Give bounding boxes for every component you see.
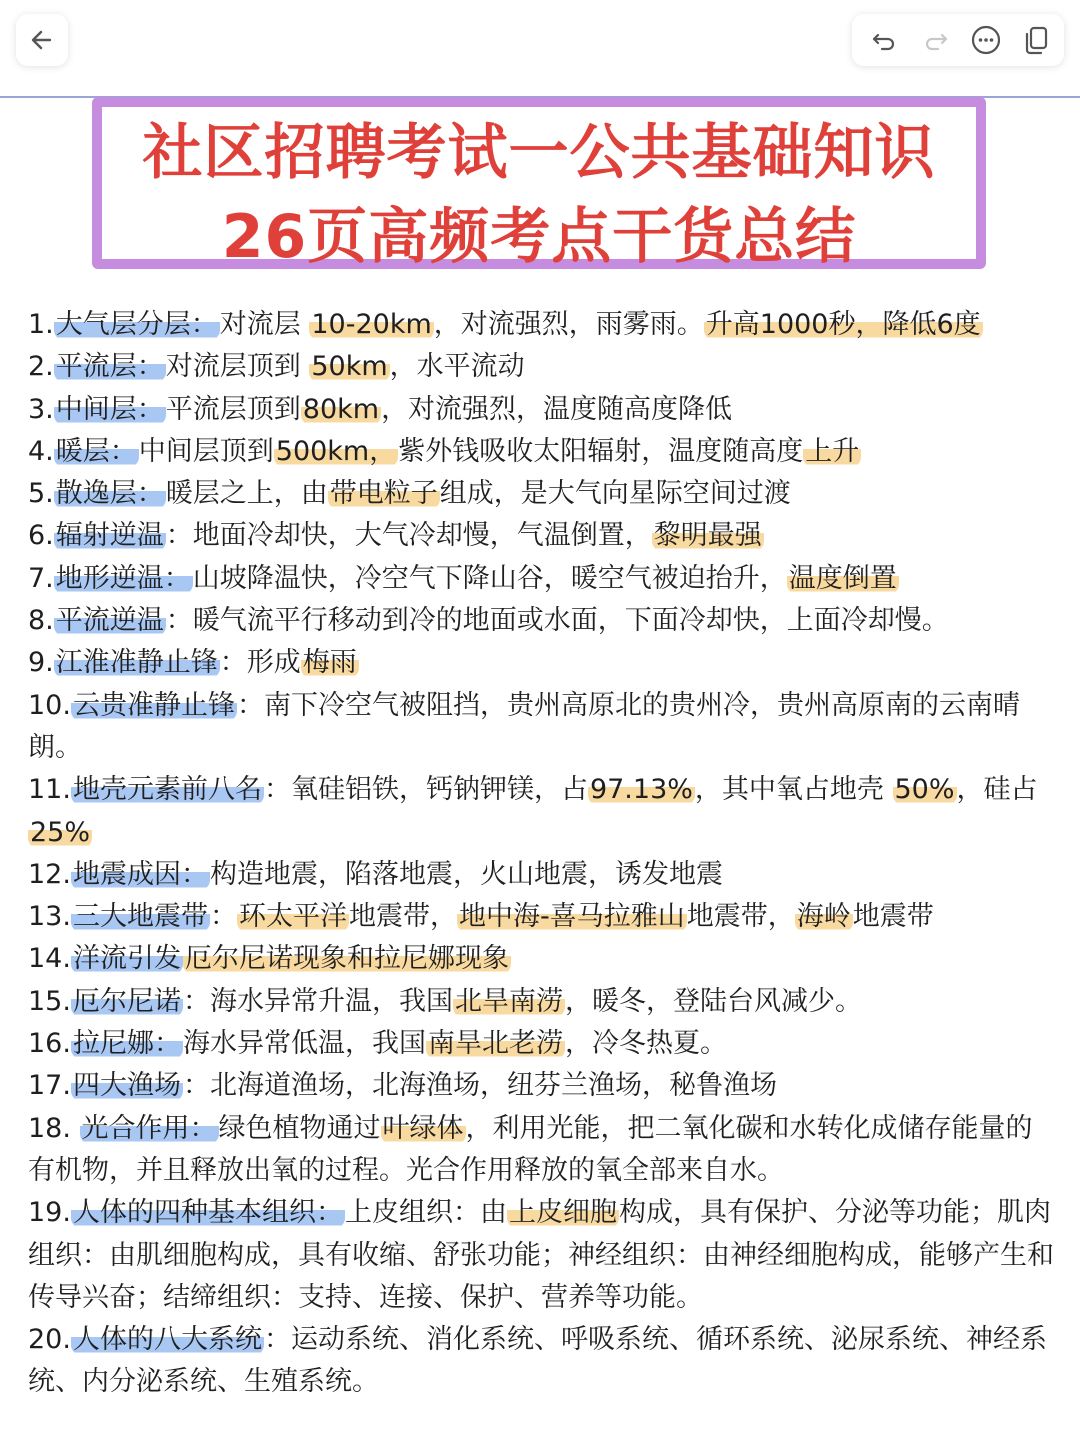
keyword-highlight: 厄尔尼诺 <box>72 985 181 1017</box>
keyword-highlight: 地壳元素前八名 <box>72 774 262 806</box>
value-highlight: 上皮细胞 <box>508 1197 617 1229</box>
more-icon[interactable] <box>966 20 1006 60</box>
undo-icon[interactable] <box>864 20 904 60</box>
title-frame <box>92 97 986 272</box>
item-text: 地震带， <box>348 901 457 933</box>
value-highlight: 黎明最强 <box>653 520 762 552</box>
item-text: ，对流强烈，温度随高度降低 <box>381 393 733 425</box>
item-text: 20. <box>28 1324 71 1356</box>
item-text: 1. <box>28 309 54 340</box>
item-text: 5. <box>28 478 54 510</box>
item-text: 绿色植物通过 <box>218 1112 381 1144</box>
value-highlight: 北旱南涝 <box>454 985 563 1017</box>
item-text: ：运动系统、消化系统、呼吸系统、循环系统、泌尿系统、神经系统、内分泌系统、生殖系统。 <box>28 1324 1047 1398</box>
keyword-highlight: 云贵准静止锋 <box>72 689 235 721</box>
item-text: 9. <box>28 647 54 679</box>
list-item <box>28 1192 1054 1319</box>
value-highlight: 厄尔尼诺现象和拉尼娜现象 <box>184 943 509 975</box>
item-text: 18. <box>28 1112 80 1144</box>
value-highlight: 升高1000秒，降低6度 <box>705 309 981 340</box>
value-highlight: 上升 <box>805 435 860 467</box>
item-text: 6. <box>28 520 54 552</box>
keyword-highlight: 光合作用： <box>81 1112 217 1144</box>
item-text: 2. <box>28 351 54 383</box>
item-text: ：形成 <box>219 647 301 679</box>
value-highlight: 10-20km <box>311 309 432 340</box>
top-toolbar <box>0 0 1080 96</box>
list-item <box>28 981 1054 1023</box>
item-text: 平流层顶到 <box>165 393 301 425</box>
list-item <box>28 896 1054 938</box>
item-text: 组成，是大气向星际空间过渡 <box>439 478 791 510</box>
keyword-highlight: 人体的八大系统 <box>72 1324 262 1356</box>
list-item <box>28 769 1054 854</box>
keyword-highlight: 平流层： <box>55 351 164 383</box>
value-highlight: 500km， <box>275 435 397 467</box>
list-item <box>28 1023 1054 1065</box>
item-text: ：暖气流平行移动到冷的地面或水面，下面冷却快，上面冷却慢。 <box>165 605 949 637</box>
keyword-highlight: 散逸层： <box>55 478 164 510</box>
item-text: 构造地震，陷落地震，火山地震，诱发地震 <box>209 858 723 890</box>
list-item <box>28 1319 1054 1404</box>
keyword-highlight: 暖层： <box>55 435 137 467</box>
item-text: 11. <box>28 774 71 806</box>
item-text: 7. <box>28 562 54 594</box>
keyword-highlight: 中间层： <box>55 393 164 425</box>
item-text: 14. <box>28 943 71 975</box>
keyword-highlight: 人体的四种基本组织： <box>72 1197 343 1229</box>
item-text: ，对流强烈，雨雾雨。 <box>433 309 704 340</box>
keyword-highlight: 地形逆温： <box>55 562 191 594</box>
list-item <box>28 854 1054 896</box>
value-highlight: 25% <box>30 816 91 848</box>
item-text: 暖层之上，由 <box>165 478 328 510</box>
item-text: ：北海道渔场，北海渔场，纽芬兰渔场，秘鲁渔场 <box>182 1070 777 1102</box>
list-item <box>28 642 1054 684</box>
redo-icon[interactable] <box>916 20 956 60</box>
item-text: ，利用光能，把二氧化碳和水转化成储存能量的有机物，并且释放出氧的过程。光合作用释放的氧全部来自水。 <box>28 1112 1033 1186</box>
keyword-highlight: 地震成因： <box>72 858 208 890</box>
item-text: ：南下冷空气被阻挡，贵州高原北的贵州冷，贵州高原南的云南晴朗。 <box>28 689 1020 763</box>
list-item <box>28 304 1054 346</box>
keyword-highlight: 拉尼娜： <box>72 1028 181 1060</box>
item-text: 紫外钱吸收太阳辐射，温度随高度 <box>398 435 804 467</box>
item-text: 4. <box>28 435 54 467</box>
list-item <box>28 600 1054 642</box>
keyword-highlight: 三大地震带 <box>72 901 208 933</box>
value-highlight: 80km <box>302 393 380 425</box>
list-item <box>28 515 1054 557</box>
keyword-highlight: 平流逆温 <box>55 605 164 637</box>
item-text: 对流层顶到 <box>165 351 310 383</box>
item-text: 海水异常低温，我国 <box>182 1028 426 1060</box>
item-text: ，其中氧占地壳 <box>694 774 893 806</box>
action-button-group <box>852 14 1064 66</box>
keyword-highlight: 大气层分层： <box>55 309 218 340</box>
item-text: 19. <box>28 1197 71 1229</box>
item-text: 对流层 <box>219 309 310 340</box>
value-highlight: 带电粒子 <box>329 478 438 510</box>
item-text: 17. <box>28 1070 71 1102</box>
item-text: ：海水异常升温，我国 <box>182 985 453 1017</box>
keyword-highlight: 洋流引发 <box>72 943 181 975</box>
keyword-highlight: 四大渔场 <box>72 1070 181 1102</box>
keyword-highlight: 辐射逆温 <box>55 520 164 552</box>
item-text: ，硅占 <box>956 774 1038 806</box>
list-item <box>28 1108 1054 1193</box>
item-text: 中间层顶到 <box>138 435 274 467</box>
list-item <box>28 389 1054 431</box>
list-item <box>28 685 1054 770</box>
item-text: 13. <box>28 901 71 933</box>
list-item <box>28 558 1054 600</box>
title-line-2: 26页高频考点干货总结 <box>221 202 857 272</box>
list-item <box>28 346 1054 388</box>
item-text: 12. <box>28 858 71 890</box>
value-highlight: 海岭 <box>796 901 851 933</box>
copy-icon[interactable] <box>1016 20 1056 60</box>
value-highlight: 50% <box>894 774 955 806</box>
item-text: ，冷冬热夏。 <box>564 1028 727 1060</box>
item-text: ：氧硅铝铁，钙钠钾镁，占 <box>263 774 588 806</box>
value-highlight: 地中海-喜马拉雅山 <box>458 901 685 933</box>
item-text: 15. <box>28 985 71 1017</box>
item-text: 10. <box>28 689 71 721</box>
list-item <box>28 473 1054 515</box>
item-text: 地震带， <box>686 901 795 933</box>
item-text: 16. <box>28 1028 71 1060</box>
item-text: 地震带 <box>852 901 934 933</box>
value-highlight: 叶绿体 <box>382 1112 464 1144</box>
item-text: ，水平流动 <box>389 351 525 383</box>
value-highlight: 温度倒置 <box>788 562 897 594</box>
item-text: 山坡降温快，冷空气下降山谷，暖空气被迫抬升， <box>192 562 787 594</box>
item-text: ，暖冬，登陆台风减少。 <box>564 985 862 1017</box>
item-text: 上皮组织：由 <box>344 1197 507 1229</box>
list-item <box>28 1065 1054 1107</box>
value-highlight: 南旱北老涝 <box>427 1028 563 1060</box>
back-button[interactable] <box>16 14 68 66</box>
value-highlight: 97.13% <box>589 774 693 806</box>
value-highlight: 50km <box>311 351 388 383</box>
back-arrow-icon <box>16 14 68 66</box>
item-text: 构成，具有保护、分泌等功能；肌肉组织：由肌细胞构成，具有收缩、舒张功能；神经组织：由神经细胞构成，能够产生和传导兴奋；结缔组织：支持、连接、保护、营养等功能。 <box>28 1197 1054 1313</box>
list-item <box>28 431 1054 473</box>
value-highlight: 梅雨 <box>302 647 357 679</box>
knowledge-list <box>28 304 1054 1404</box>
value-highlight: 环太平洋 <box>238 901 347 933</box>
item-text: 3. <box>28 393 54 425</box>
item-text: ： <box>209 901 237 933</box>
item-text: 8. <box>28 605 54 637</box>
keyword-highlight: 江淮准静止锋 <box>55 647 218 679</box>
list-item <box>28 938 1054 980</box>
item-text: ：地面冷却快，大气冷却慢，气温倒置， <box>165 520 652 552</box>
title-line-1: 社区招聘考试一公共基础知识 <box>142 118 936 188</box>
